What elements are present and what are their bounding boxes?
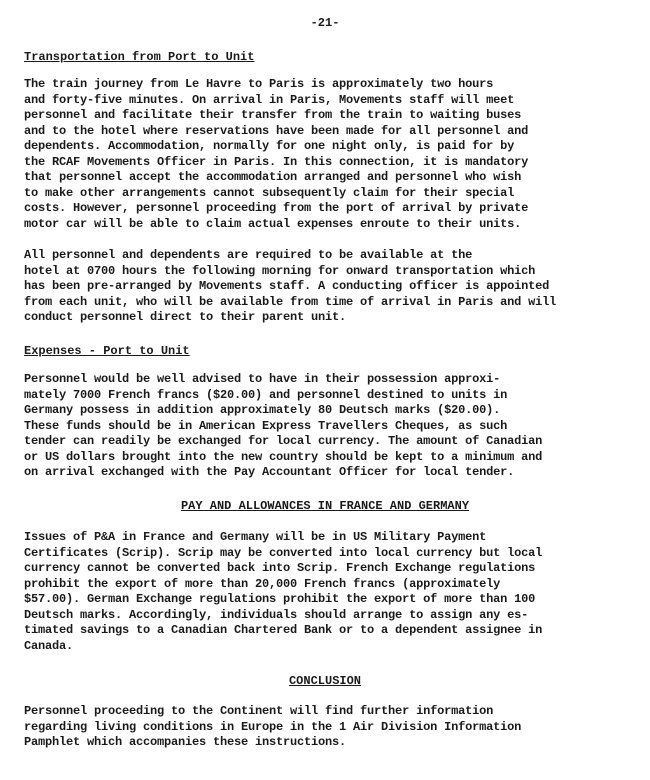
paragraph-conclusion-1: Personnel proceeding to the Continent will find further information regarding living conditions in Europe in the 1 Air Division Information Pamphlet which accompanies these instructions. <box>24 704 522 749</box>
section-heading-conclusion: CONCLUSION <box>288 674 361 688</box>
paragraph-pay-allowances-1: Issues of P&A in France and Germany will be in US Military Payment Certificates (Scrip). Scrip may be converted into local currency but local currency cannot be converted back into Scrip. French Exchange regulations prohibit the export of more than 20,000 French francs (approximately $57.00). German Exchange regulations prohibit the export of more than 100 Deutsch marks. Accordingly, individuals should arrange to assign any es- timated savings to a Canadian Chartered Bank or to a dependent assignee in Canada. <box>24 530 543 653</box>
section-heading-pay-allowances: PAY AND ALLOWANCES IN FRANCE AND GERMANY <box>180 499 470 513</box>
section-heading-expenses: Expenses - Port to Unit <box>24 344 190 358</box>
paragraph-transportation-1: The train journey from Le Havre to Paris is approximately two hours and forty-five minutes. On arrival in Paris, Movements staff will meet personnel and facilitate their transfer from the train to waiting buses and to the hotel where reservations have been made for all personnel and dependents. Accommodation, normally for one night only, is paid for by the RCAF Movements Officer in Paris. In this connection, it is mandatory that personnel accept the accommodation arranged and personnel who wish to make other arrangements cannot subsequently claim for their special costs. However, personnel proceeding from the port of arrival by private motor car will be able to claim actual expenses enroute to their units. <box>24 77 529 231</box>
paragraph-expenses-1: Personnel would be well advised to have in their possession approxi- mately 7000 French francs ($20.00) and personnel destined to units in Germany possess in addition approximately 80 Deutsch marks ($20.00). These funds should be in American Express Travellers Cheques, as such tender can readily be exchanged for local currency. The amount of Canadian or US dollars brought into the new country should be kept to a minimum and on arrival exchanged with the Pay Accountant Officer for local tender. <box>24 372 543 479</box>
section-heading-transportation: Transportation from Port to Unit <box>24 50 255 64</box>
paragraph-transportation-2: All personnel and dependents are required to be available at the hotel at 0700 hours the following morning for onward transportation which has been pre-arranged by Movements staff. A conducting officer is appointed from each unit, who will be available from time of arrival in Paris and will conduct personnel direct to their parent unit. <box>24 248 557 324</box>
page-number: -21- <box>310 16 340 30</box>
